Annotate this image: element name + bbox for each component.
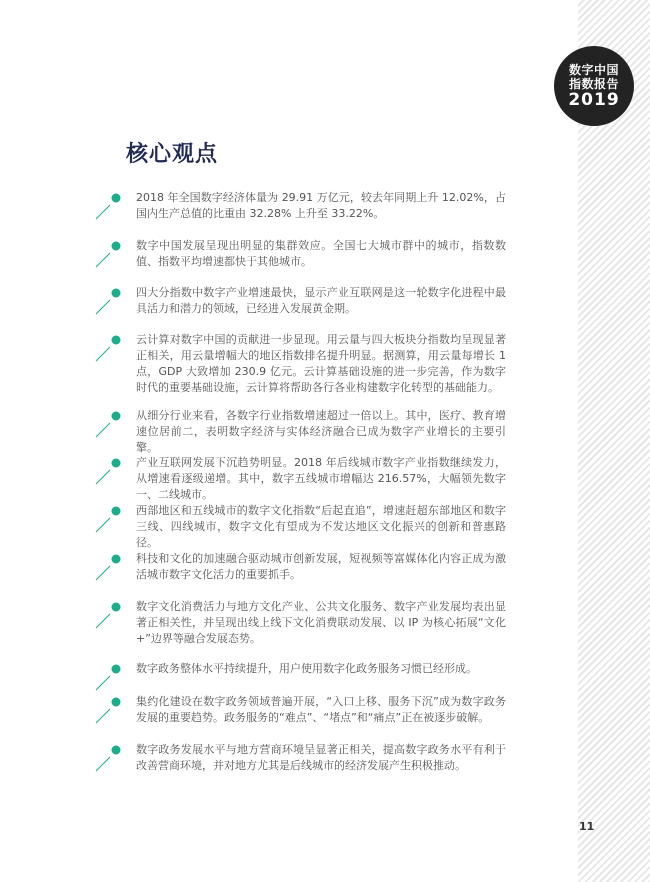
badge-line-2: 指数报告 (568, 77, 619, 91)
badge-line-1: 数字中国 (568, 63, 619, 77)
key-point-text: 西部地区和五线城市的数字文化指数“后起直追”，增速赶超东部地区和数字三线、四线城市，数字文化有望成为不发达地区文化振兴的创新和普惠路径。 (136, 504, 506, 549)
bullet-marker-icon (94, 602, 122, 634)
bullet-marker-icon (94, 697, 122, 729)
key-point-text: 数字文化消费活力与地方文化产业、公共文化服务、数字产业发展均表出显著正相关性，并呈现出线上线下文化消费联动发展、以 IP 为核心拓展“文化 +”边界等融合发展态势。 (136, 600, 506, 645)
bullet-marker-icon (94, 458, 122, 490)
page-number: 11 (579, 820, 595, 833)
bullet-marker-icon (94, 745, 122, 777)
bullet-marker-icon (94, 554, 122, 586)
key-point-text: 从细分行业来看，各数字行业指数增速超过一倍以上。其中，医疗、教育增速位居前二，表明数字经济与实体经济融合已成为数字产业增长的主要引擎。 (136, 409, 506, 454)
bullet-marker-icon (94, 193, 122, 225)
key-point-text: 云计算对数字中国的贡献进一步显现。用云量与四大板块分指数均呈现显著正相关，用云量增幅大的地区指数排名提升明显。据测算，用云量每增长 1 点，GDP 大致增加 230.9 亿元。云计算基础设施的进一步完善，作为数字时代的重要基础设施，云计算将帮助各行各业构建数字化转型的基础能力。 (136, 333, 506, 394)
page-title: 核心观点 (126, 142, 219, 167)
decorative-stripes (578, 0, 650, 882)
bullet-marker-icon (94, 241, 122, 273)
key-point-text: 数字政务整体水平持续提升，用户使用数字化政务服务习惯已经形成。 (136, 662, 477, 675)
bullet-marker-icon (94, 335, 122, 367)
report-badge (554, 46, 634, 126)
bullet-marker-icon (94, 506, 122, 538)
key-point-text: 四大分指数中数字产业增速最快，显示产业互联网是这一轮数字化进程中最具活力和潜力的领域，已经进入发展黄金期。 (136, 286, 506, 315)
key-point-text: 产业互联网发展下沉趋势明显。2018 年后线城市数字产业指数继续发力，从增速看逐级递增。其中，数字五线城市增幅达 216.57%，大幅领先数字一、二线城市。 (136, 456, 506, 501)
key-point-text: 数字政务发展水平与地方营商环境呈显著正相关，提高数字政务水平有利于改善营商环境，并对地方尤其是后线城市的经济发展产生积极推动。 (136, 743, 506, 772)
badge-year: 2019 (568, 90, 620, 110)
key-point-text: 2018 年全国数字经济体量为 29.91 万亿元，较去年同期上升 12.02%，占国内生产总值的比重由 32.28% 上升至 33.22%。 (136, 191, 506, 220)
bullet-marker-icon (94, 288, 122, 320)
key-point-text: 集约化建设在数字政务领域普遍开展，“入口上移、服务下沉”成为数字政务发展的重要趋势。政务服务的“难点”、“堵点”和“痛点”正在被逐步破解。 (136, 695, 506, 724)
key-point-text: 科技和文化的加速融合驱动城市创新发展，短视频等富媒体化内容正成为激活城市数字文化活力的重要抓手。 (136, 552, 506, 581)
bullet-marker-icon (94, 411, 122, 443)
key-point-text: 数字中国发展呈现出明显的集群效应。全国七大城市群中的城市，指数数值、指数平均增速都快于其他城市。 (136, 239, 506, 268)
bullet-marker-icon (94, 664, 122, 696)
